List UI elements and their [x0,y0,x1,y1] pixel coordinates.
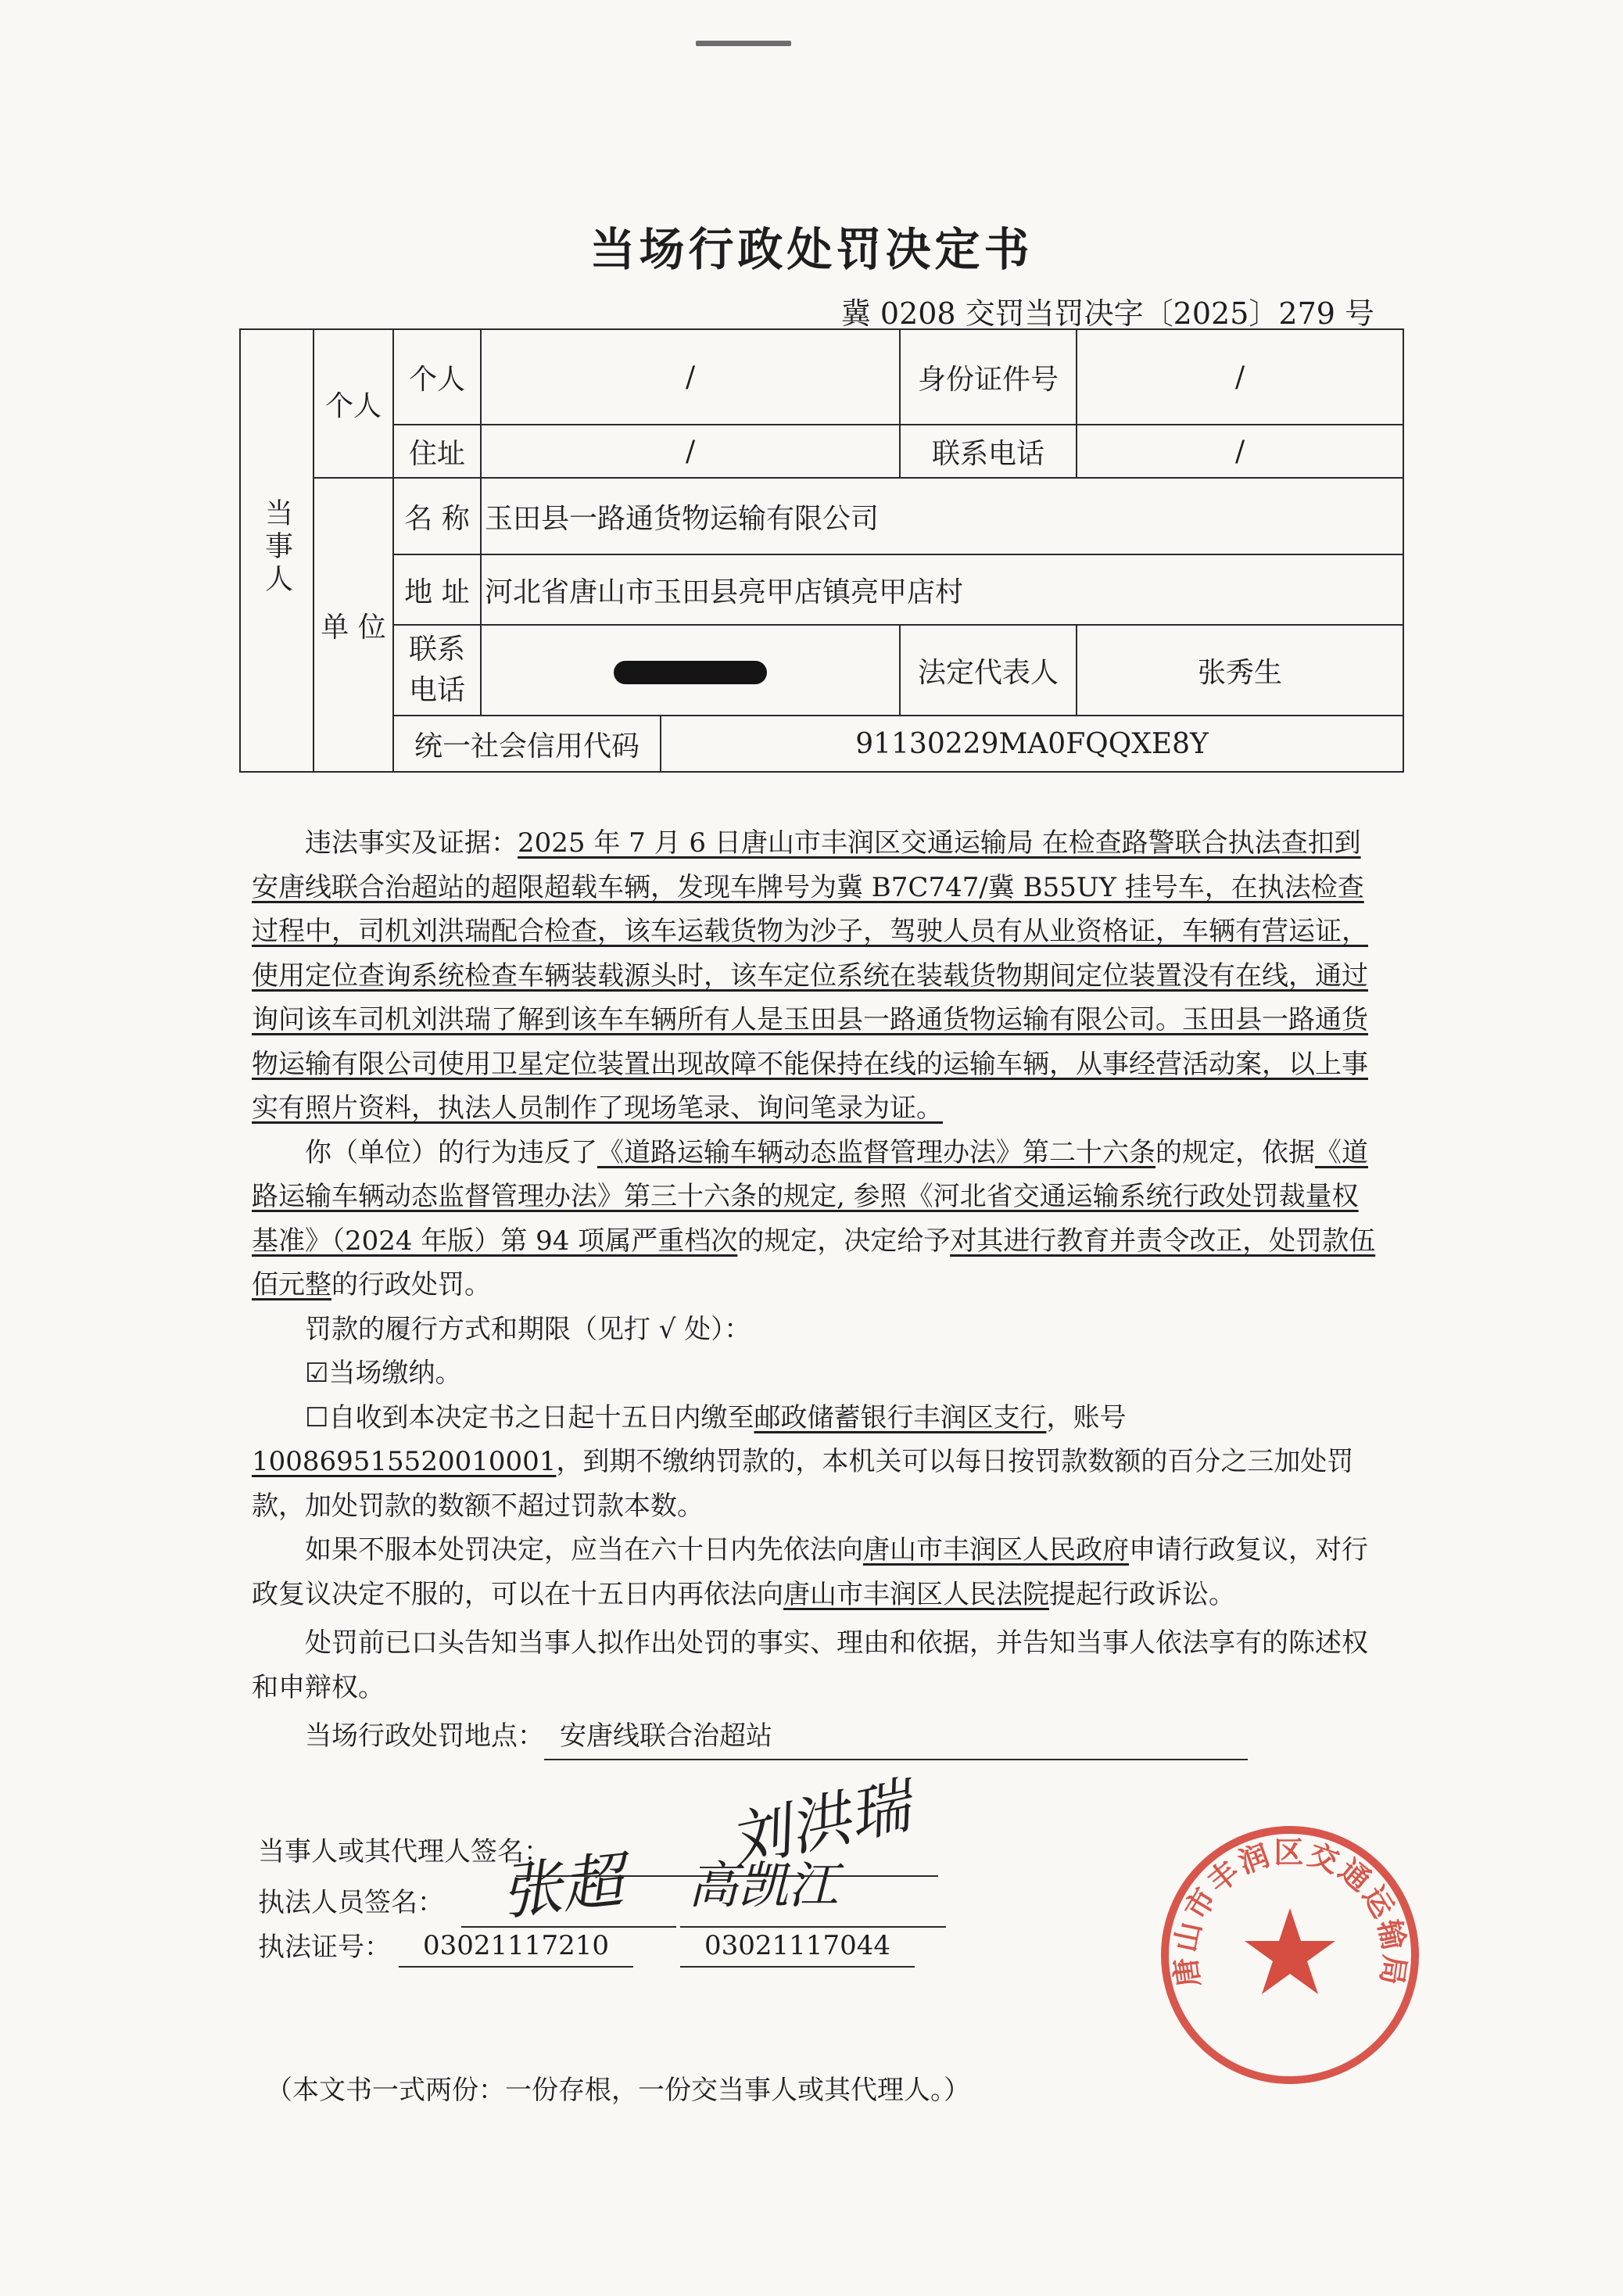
party-signature-label: 当事人或其代理人签名： [258,1836,550,1867]
unit-address-label: 地 址 [393,554,481,625]
redaction-bar [614,661,767,684]
phone-value: / [1077,425,1403,478]
appeal-paragraph: 如果不服本处罚决定，应当在六十日内先依法向唐山市丰润区人民政府申请行政复议，对行政复议决定不服的，可以在十五日内再依法向唐山市丰润区人民法院提起行政诉讼。 [252,1534,1368,1610]
address-label: 住址 [393,425,481,478]
official-seal [1157,1822,1423,2088]
id-number-label: 身份证件号 [900,329,1077,425]
phone-label: 联系电话 [900,425,1077,478]
unit-phone-value [481,625,900,716]
payment-heading: 罚款的履行方式和期限（见打 √ 处）： [305,1313,751,1345]
unit-address-value: 河北省唐山市玉田县亮甲店镇亮甲店村 [481,554,1403,625]
seal-star-icon [1245,1908,1335,1994]
legal-rep-value: 张秀生 [1077,625,1403,716]
payment-option-onsite: ☑当场缴纳。 [305,1358,462,1389]
seal-text: 唐山市丰润区交通运输局 [1166,1835,1413,1990]
footer-note: （本文书一式两份：一份存根，一份交当事人或其代理人。） [266,2075,970,2106]
credit-code-label: 统一社会信用代码 [393,716,661,772]
officer-signature-label: 执法人员签名： [258,1887,444,1918]
personal-name-value: / [481,329,900,425]
facts-paragraph: 违法事实及证据：2025 年 7 月 6 日唐山市丰润区交通运输局 在检查路警联合执法查扣到安唐线联合治超站的超限超载车辆，发现车牌号为冀 B7C747/冀 B55UY 挂号车，在执法检查过程中，司机刘洪瑞配合检查，该车运载货物为沙子，驾驶人员有从业资格证，车辆有营运证，使用定位查询系统检查车辆装载源头时，该车定位系统在装载货物期间定位装置没有在线，通过询问该车司机刘洪瑞了解到该车车辆所有人是玉田县一路通货物运输有限公司。玉田县一路通货物运输有限公司使用卫星定位装置出现故障不能保持在线的运输车辆，从事经营活动案，以上事实有照片资料，执法人员制作了现场笔录、询问笔录为证。 [252,827,1368,1124]
document-title: 当场行政处罚决定书 [589,223,1034,276]
party-signature: 刘洪瑞 [722,1770,917,1878]
payment-option-bank: ☐自收到本决定书之日起十五日内缴至邮政储蓄银行丰润区支行，账号100869515520010001，到期不缴纳罚款的，本机关可以每日按罚款数额的百分之三加处罚款，加处罚款的数额不超过罚款本数。 [252,1401,1354,1522]
credit-code-value: 91130229MA0FQQXE8Y [661,716,1403,772]
cert-number-1: 03021117210 [399,1925,633,1968]
party-label-cell: 当事人 [240,329,313,772]
personal-name-label: 个人 [393,329,481,425]
unit-name-value: 玉田县一路通货物运输有限公司 [481,478,1403,554]
location-line: 当场行政处罚地点： 安唐线联合治超站 [252,1714,1378,1760]
document-body [252,821,1378,1760]
location-value: 安唐线联合治超站 [544,1714,1248,1760]
top-mark [696,41,791,46]
unit-phone-label: 联系 电话 [393,625,481,716]
address-value: / [481,425,900,478]
cert-number-2: 03021117044 [680,1925,915,1968]
decision-paragraph: 你（单位）的行为违反了《道路运输车辆动态监督管理办法》第二十六条的规定，依据《道路运输车辆动态监督管理办法》第三十六条的规定, 参照《河北省交通运输系统行政处罚裁量权基准》（2024 年版）第 94 项属严重档次的规定，决定给予对其进行教育并责令改正，处罚款伍佰元整的行政处罚。 [252,1136,1376,1300]
officer1-signature: 张超 [497,1846,627,1928]
unit-label: 单 位 [313,478,393,772]
cert-label: 执法证号： [258,1932,391,1963]
id-number-value: / [1077,329,1403,425]
unit-name-label: 名 称 [393,478,481,554]
notice-paragraph: 处罚前已口头告知当事人拟作出处罚的事实、理由和依据，并告知当事人依法享有的陈述权和申辩权。 [252,1627,1368,1703]
party-info-table [239,328,1404,773]
officer2-signature: 高凯江 [688,1857,838,1915]
individual-label: 个人 [313,329,393,478]
document-number: 冀 0208 交罚当罚决字〔2025〕279 号 [840,296,1374,331]
legal-rep-label: 法定代表人 [900,625,1077,716]
